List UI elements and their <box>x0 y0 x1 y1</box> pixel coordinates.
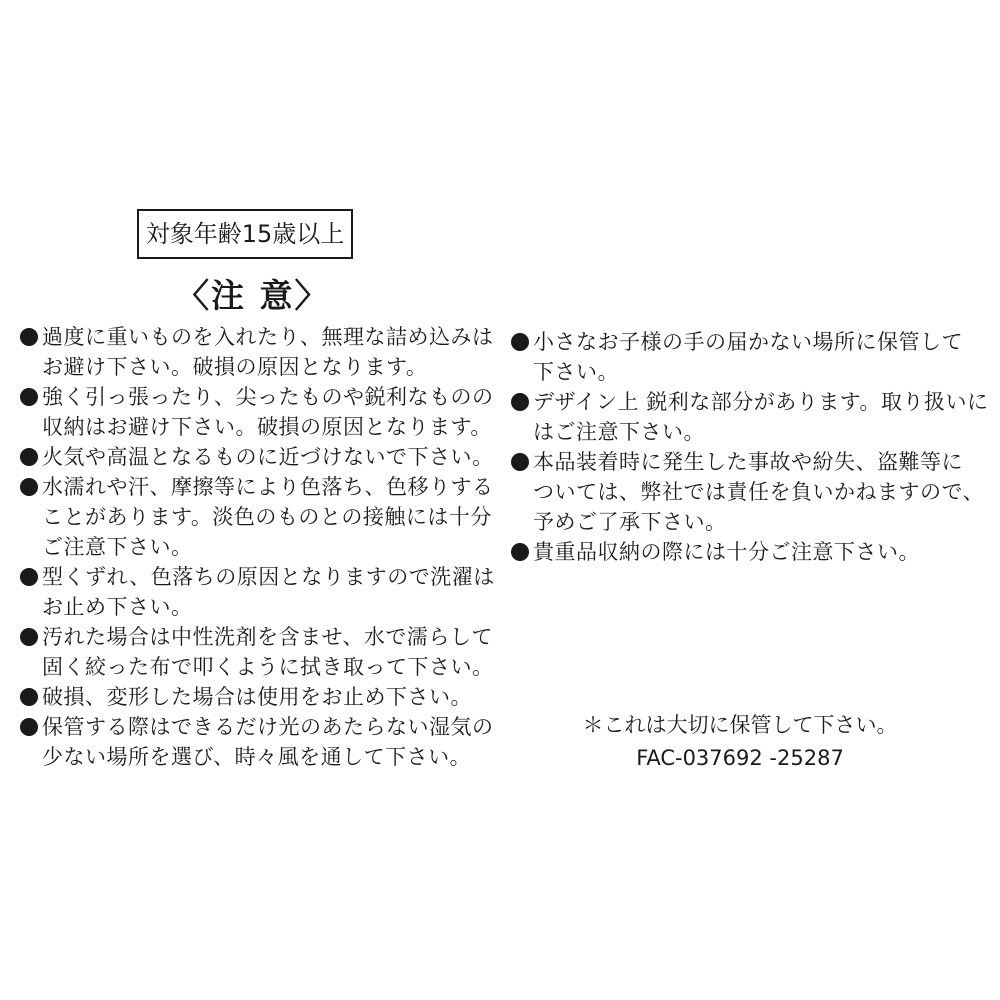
bullet-icon <box>20 388 38 406</box>
caution-item <box>18 382 498 442</box>
caution-list-right <box>509 327 989 567</box>
caution-text-line: お止め下さい。 <box>42 595 193 619</box>
bullet-icon <box>20 628 38 646</box>
caution-text-line: 予めご了承下さい。 <box>533 510 727 534</box>
caution-text-line: 水濡れや汗、摩擦等により色落ち、色移りする <box>42 475 494 499</box>
caution-item <box>18 472 498 562</box>
bullet-icon <box>511 543 529 561</box>
bullet-icon <box>511 393 529 411</box>
caution-item <box>18 322 498 382</box>
caution-text-line: 破損、変形した場合は使用をお止め下さい。 <box>42 685 472 709</box>
caution-text-line: 小さなお子様の手の届かない場所に保管して <box>533 330 963 354</box>
caution-text-line: 過度に重いものを入れたり、無理な詰め込みは <box>42 325 494 349</box>
caution-text-line: ついては、弊社では責任を負いかねますので、 <box>533 480 985 504</box>
caution-text-line: デザイン上 鋭利な部分があります。取り扱いに <box>533 390 989 414</box>
caution-text-line: 貴重品収納の際には十分ご注意下さい。 <box>533 540 920 564</box>
footer <box>560 709 920 775</box>
bullet-icon <box>20 568 38 586</box>
caution-text-line: 少ない場所を選び、時々風を通して下さい。 <box>42 745 472 769</box>
caution-heading: 〈注 意〉 <box>176 276 330 315</box>
caution-item <box>18 442 498 472</box>
caution-item <box>509 387 989 447</box>
bullet-icon <box>20 448 38 466</box>
caution-item <box>18 712 498 772</box>
bullet-icon <box>20 478 38 496</box>
bullet-icon <box>20 328 38 346</box>
product-code: FAC-037692 -25287 <box>636 746 844 770</box>
age-notice-box <box>137 209 353 259</box>
caution-item <box>509 447 985 537</box>
caution-text-line: 型くずれ、色落ちの原因となりますので洗濯は <box>42 565 495 589</box>
caution-text-line: お避け下さい。破損の原因となります。 <box>42 355 428 379</box>
bullet-icon <box>511 333 529 351</box>
caution-text-line: 本品装着時に発生した事故や紛失、盗難等に <box>533 450 963 474</box>
caution-item <box>18 682 498 712</box>
caution-text-line: はご注意下さい。 <box>533 420 705 444</box>
caution-item <box>509 327 969 387</box>
caution-list-left <box>18 322 498 772</box>
bullet-icon <box>511 453 529 471</box>
caution-item <box>18 622 498 682</box>
caution-text-line: 下さい。 <box>533 360 619 384</box>
caution-text-line: ことがあります。淡色のものとの接触には十分 <box>42 505 492 529</box>
age-notice: 対象年齢15歳以上 <box>145 220 345 248</box>
caution-text-line: 固く絞った布で叩くように拭き取って下さい。 <box>42 655 494 679</box>
caution-item <box>18 562 498 622</box>
caution-text-line: 保管する際はできるだけ光のあたらない湿気の <box>42 715 494 739</box>
caution-text-line: 強く引っ張ったり、尖ったものや鋭利なものの <box>42 385 494 409</box>
caution-text-line: 収納はお避け下さい。破損の原因となります。 <box>42 415 492 439</box>
caution-text-line: ご注意下さい。 <box>42 535 193 559</box>
caution-text-line: 汚れた場合は中性洗剤を含ませ、水で濡らして <box>42 625 493 649</box>
footer-note: ＊これは大切に保管して下さい。 <box>582 713 898 737</box>
bullet-icon <box>20 718 38 736</box>
caution-text-line: 火気や高温となるものに近づけないで下さい。 <box>42 445 494 469</box>
caution-item <box>509 537 969 567</box>
bullet-icon <box>20 688 38 706</box>
